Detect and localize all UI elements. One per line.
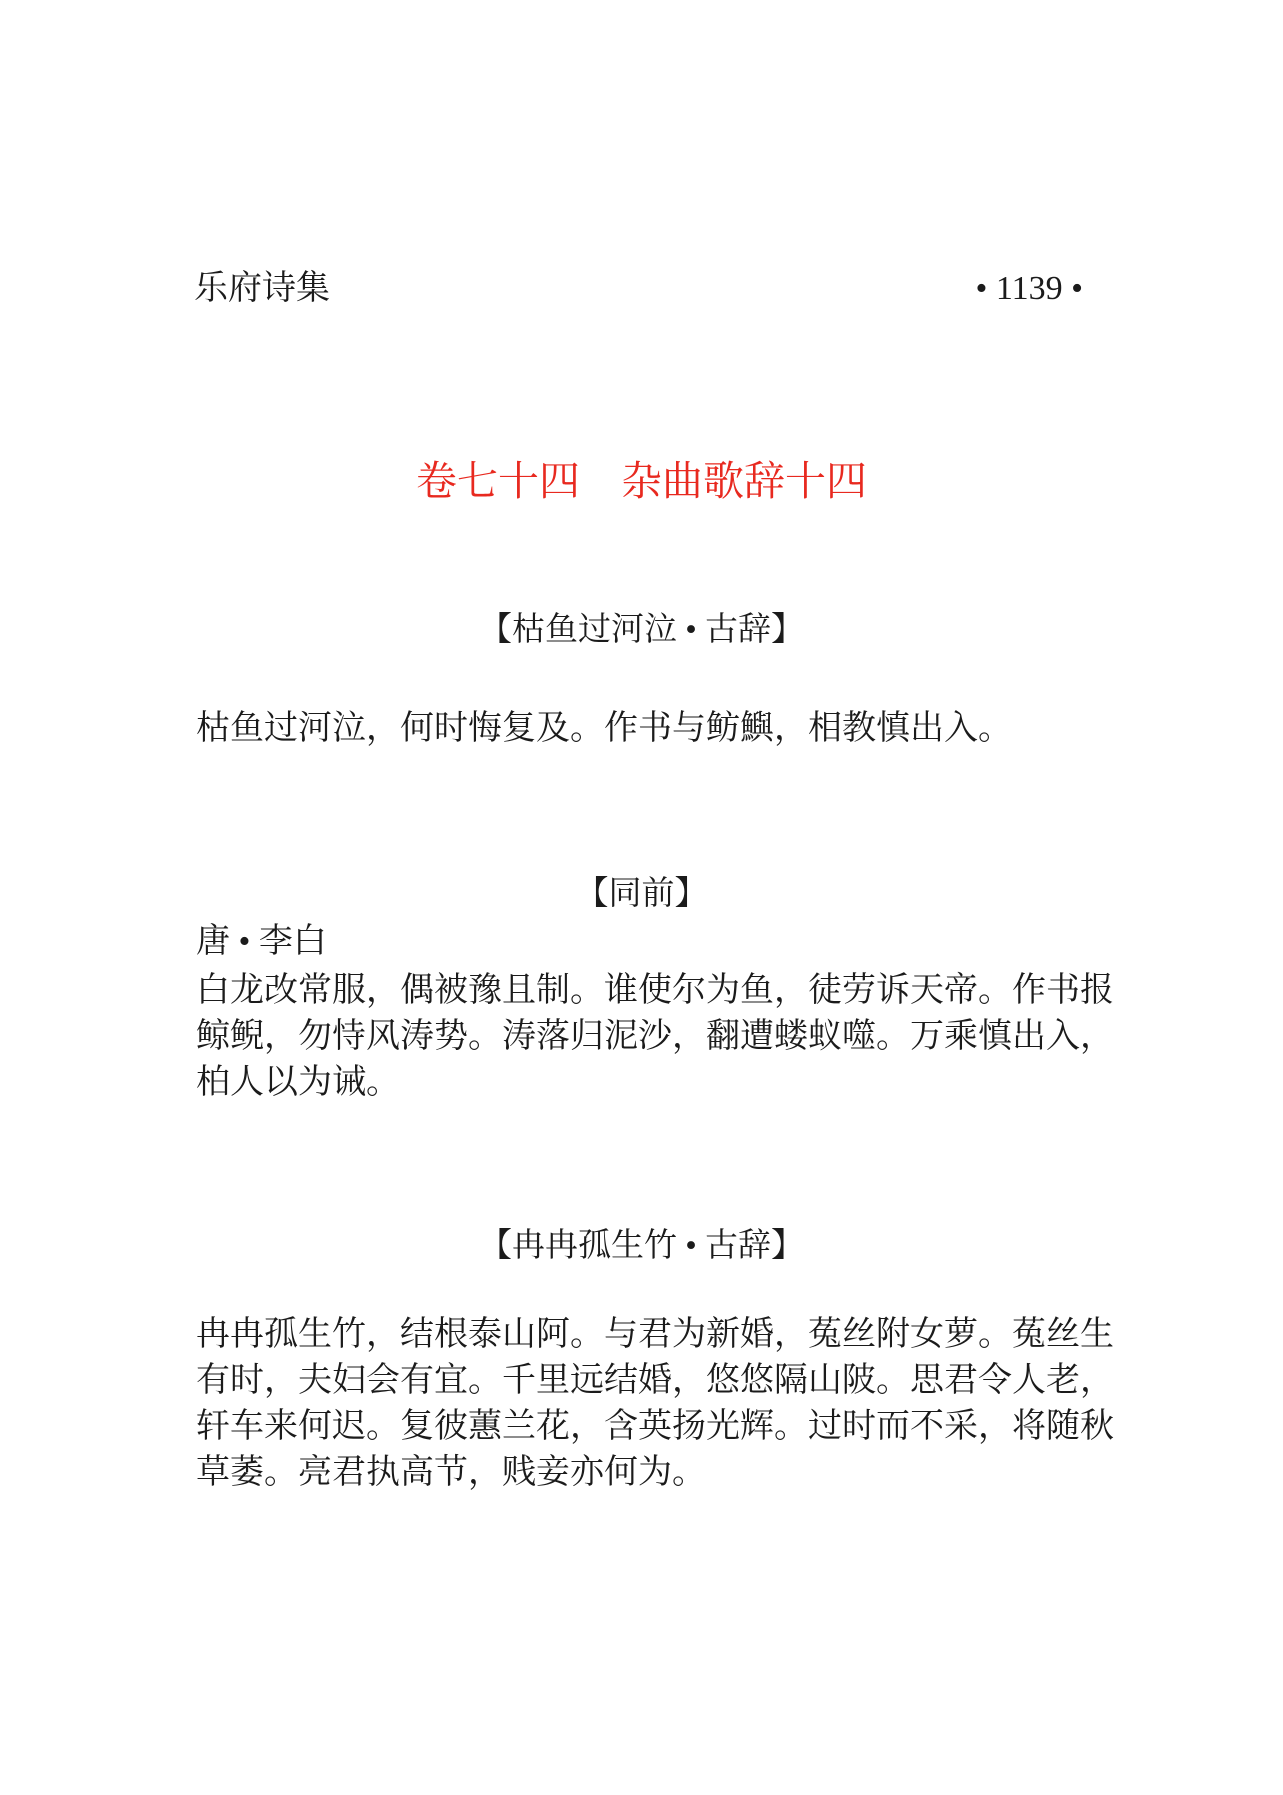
poem-line: 鲸鲵，勿恃风涛势。涛落归泥沙，翻遭蝼蚁噬。万乘慎出入， (196, 1018, 1114, 1055)
poem-line: 冉冉孤生竹，结根泰山阿。与君为新婚，菟丝附女萝。菟丝生 (196, 1316, 1114, 1353)
section-heading-ranrangushengzhu: 【冉冉孤生竹 • 古辞】 (478, 1228, 805, 1264)
chapter-title: 卷七十四 杂曲歌辞十四 (416, 458, 867, 504)
poem-line: 白龙改常服，偶被豫且制。谁使尔为鱼，徒劳诉天帝。作书报 (196, 972, 1114, 1009)
poem-line: 柏人以为诫。 (196, 1064, 400, 1101)
poem-line: 有时，夫妇会有宜。千里远结婚，悠悠隔山陂。思君令人老， (196, 1362, 1114, 1399)
poem-kuyuguoheqi (196, 706, 1112, 752)
section-heading-kuyuguoheqi: 【枯鱼过河泣 • 古辞】 (478, 612, 805, 648)
running-header-book-title: 乐府诗集 (194, 270, 330, 307)
poem-tongqian-libai (196, 968, 1112, 1106)
page-number: • 1139 • (975, 270, 1083, 307)
poem-line: 枯鱼过河泣，何时悔复及。作书与鲂鱮，相教慎出入。 (196, 710, 1012, 747)
poem-ranrangushengzhu (196, 1312, 1112, 1496)
poem-line: 轩车来何迟。复彼蕙兰花，含英扬光辉。过时而不采，将随秋 (196, 1408, 1114, 1445)
poem-author: 唐 • 李白 (196, 923, 327, 960)
poem-line: 草萎。亮君执高节，贱妾亦何为。 (196, 1454, 706, 1491)
section-heading-tongqian: 【同前】 (575, 876, 708, 912)
